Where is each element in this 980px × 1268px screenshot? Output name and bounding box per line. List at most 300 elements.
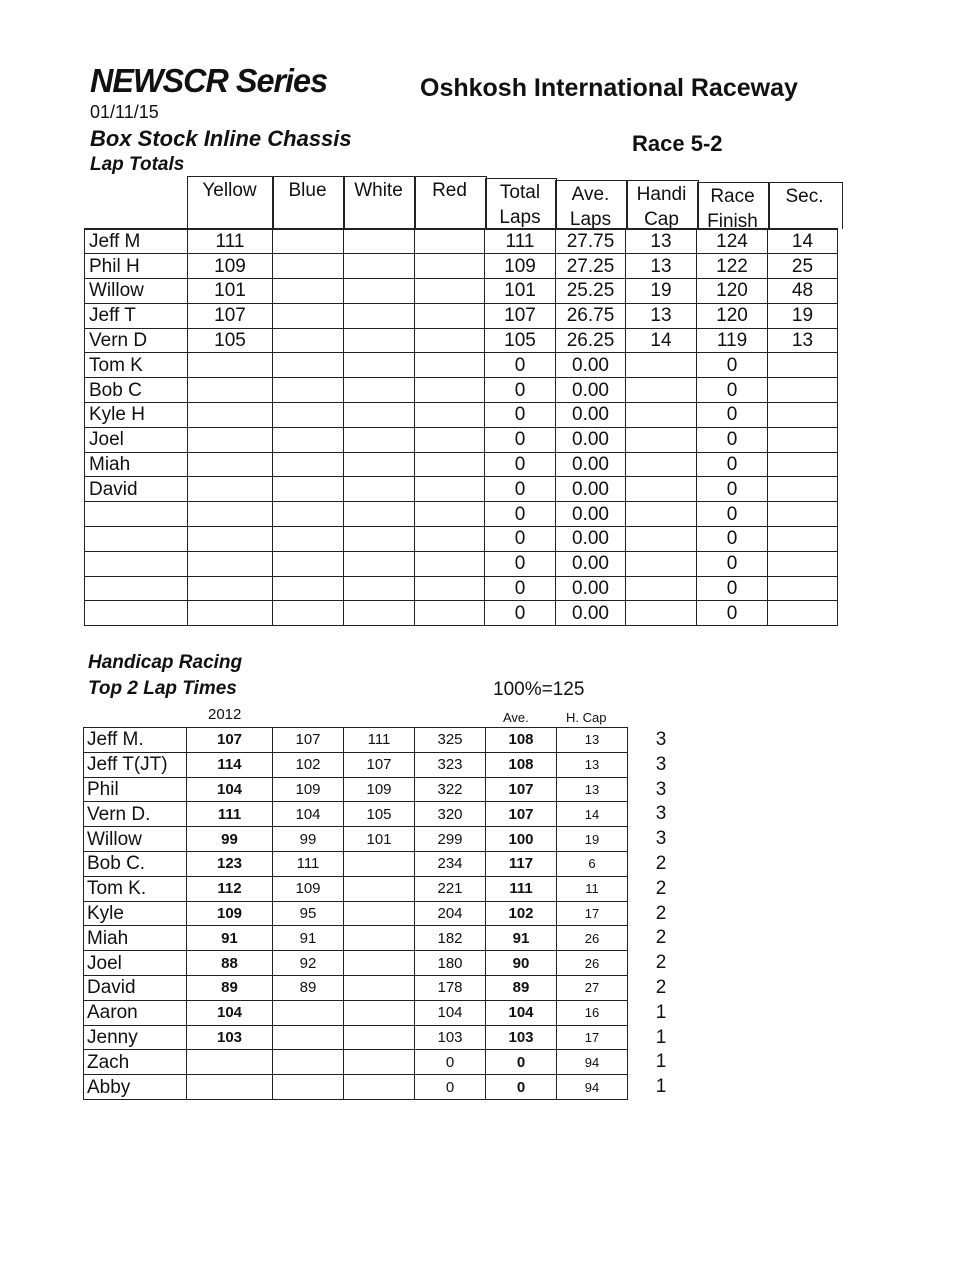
- lap-cell: [273, 551, 344, 576]
- handicap-cell: 111: [187, 802, 273, 827]
- driver-name-cell: Kyle: [84, 901, 187, 926]
- table-row: [85, 303, 838, 328]
- handicap-cell: [344, 876, 415, 901]
- handicap-cell: [187, 1050, 273, 1075]
- lap-cell: 0.00: [556, 378, 626, 403]
- handicap-cell: 27: [557, 975, 628, 1000]
- lap-cell: [273, 427, 344, 452]
- lap-cell: [188, 601, 273, 626]
- lap-cell: 107: [188, 303, 273, 328]
- lap-column-header: Sec.: [785, 186, 824, 207]
- driver-name-cell: Miah: [84, 926, 187, 951]
- driver-name-cell: Tom K.: [84, 876, 187, 901]
- lap-cell: [273, 353, 344, 378]
- table-row: [84, 827, 628, 852]
- handicap-cell: [344, 1025, 415, 1050]
- handicap-cell: 323: [415, 752, 486, 777]
- driver-name-cell: [85, 551, 188, 576]
- lap-column-header: Handi: [636, 184, 687, 205]
- handicap-cell: 102: [486, 901, 557, 926]
- lap-cell: 0.00: [556, 353, 626, 378]
- lap-cell: [344, 279, 415, 304]
- race-count: 2: [655, 877, 667, 899]
- venue-name: Oshkosh International Raceway: [420, 74, 798, 102]
- handicap-cell: 0: [415, 1050, 486, 1075]
- lap-cell: [415, 403, 485, 428]
- table-row: [85, 527, 838, 552]
- driver-name-cell: Bob C.: [84, 851, 187, 876]
- lap-cell: 0: [485, 427, 556, 452]
- lap-cell: 0: [697, 527, 768, 552]
- driver-name-cell: [85, 601, 188, 626]
- lap-cell: [626, 502, 697, 527]
- race-count: 2: [655, 952, 667, 974]
- lap-cell: 0: [697, 502, 768, 527]
- lap-cell: [188, 452, 273, 477]
- lap-cell: 0.00: [556, 551, 626, 576]
- lap-column-header: Cap: [644, 209, 679, 230]
- driver-name-cell: Willow: [84, 827, 187, 852]
- handicap-cell: 92: [273, 951, 344, 976]
- handicap-cell: 89: [486, 975, 557, 1000]
- lap-cell: [626, 576, 697, 601]
- lap-column-header: Finish: [707, 211, 758, 232]
- lap-cell: 14: [626, 328, 697, 353]
- lap-cell: [188, 502, 273, 527]
- lap-cell: [188, 551, 273, 576]
- table-row: [85, 279, 838, 304]
- handicap-cell: 103: [187, 1025, 273, 1050]
- handicap-cell: 178: [415, 975, 486, 1000]
- handicap-cell: 14: [557, 802, 628, 827]
- handicap-cell: 325: [415, 728, 486, 753]
- lap-totals-table: [84, 228, 838, 626]
- driver-name-cell: Joel: [85, 427, 188, 452]
- lap-cell: [273, 279, 344, 304]
- lap-cell: [344, 403, 415, 428]
- lap-cell: 25.25: [556, 279, 626, 304]
- driver-name-cell: Aaron: [84, 1000, 187, 1025]
- lap-cell: [344, 427, 415, 452]
- handicap-cell: [344, 1000, 415, 1025]
- lap-cell: 0.00: [556, 427, 626, 452]
- handicap-cell: 104: [486, 1000, 557, 1025]
- handicap-cell: 105: [344, 802, 415, 827]
- handicap-cell: 320: [415, 802, 486, 827]
- handicap-cell: 19: [557, 827, 628, 852]
- lap-cell: [188, 353, 273, 378]
- lap-cell: [415, 427, 485, 452]
- lap-cell: 0: [485, 452, 556, 477]
- handicap-cell: [344, 975, 415, 1000]
- lap-cell: 0: [485, 576, 556, 601]
- handicap-cell: 101: [344, 827, 415, 852]
- lap-cell: 13: [768, 328, 838, 353]
- handicap-cell: 180: [415, 951, 486, 976]
- race-count: 3: [655, 753, 667, 775]
- lap-cell: [273, 477, 344, 502]
- lap-cell: [768, 353, 838, 378]
- lap-cell: [188, 378, 273, 403]
- lap-cell: [626, 477, 697, 502]
- driver-name-cell: [85, 502, 188, 527]
- lap-cell: 111: [485, 229, 556, 254]
- series-title: NEWSCR Series: [90, 62, 328, 99]
- lap-cell: 107: [485, 303, 556, 328]
- table-row: [85, 378, 838, 403]
- lap-cell: [344, 551, 415, 576]
- handicap-cell: 221: [415, 876, 486, 901]
- lap-cell: [344, 229, 415, 254]
- lap-cell: 0: [485, 601, 556, 626]
- driver-name-cell: Phil H: [85, 254, 188, 279]
- handicap-cell: 13: [557, 728, 628, 753]
- table-row: [84, 752, 628, 777]
- lap-column-header: Race: [710, 186, 755, 207]
- year-label: 2012: [208, 706, 242, 723]
- lap-cell: [273, 452, 344, 477]
- handicap-cell: 104: [273, 802, 344, 827]
- lap-cell: 0: [697, 551, 768, 576]
- handicap-cell: [344, 951, 415, 976]
- handicap-cell: [344, 851, 415, 876]
- lap-cell: 111: [188, 229, 273, 254]
- lap-cell: [626, 601, 697, 626]
- lap-cell: 0: [697, 477, 768, 502]
- handicap-cell: 0: [486, 1075, 557, 1100]
- lap-cell: 109: [485, 254, 556, 279]
- lap-column-header: Blue: [288, 180, 327, 201]
- lap-cell: [273, 576, 344, 601]
- handicap-cell: 17: [557, 901, 628, 926]
- table-row: [84, 1050, 628, 1075]
- lap-cell: 0: [485, 527, 556, 552]
- handicap-cell: 89: [273, 975, 344, 1000]
- driver-name-cell: Jeff T: [85, 303, 188, 328]
- lap-cell: 0: [697, 353, 768, 378]
- lap-cell: 27.75: [556, 229, 626, 254]
- lap-cell: [415, 279, 485, 304]
- driver-name-cell: Tom K: [85, 353, 188, 378]
- handicap-cell: 111: [344, 728, 415, 753]
- lap-cell: [344, 378, 415, 403]
- lap-cell: 25: [768, 254, 838, 279]
- lap-cell: [344, 576, 415, 601]
- lap-cell: [626, 551, 697, 576]
- handicap-cell: 107: [344, 752, 415, 777]
- driver-name-cell: Kyle H: [85, 403, 188, 428]
- table-row: [85, 551, 838, 576]
- lap-cell: 0.00: [556, 477, 626, 502]
- driver-name-cell: [85, 576, 188, 601]
- lap-cell: 19: [626, 279, 697, 304]
- handicap-cell: 91: [273, 926, 344, 951]
- lap-cell: [344, 502, 415, 527]
- driver-name-cell: [85, 527, 188, 552]
- lap-cell: 120: [697, 303, 768, 328]
- driver-name-cell: Joel: [84, 951, 187, 976]
- lap-cell: 119: [697, 328, 768, 353]
- lap-cell: [415, 452, 485, 477]
- table-row: [84, 777, 628, 802]
- handicap-cell: 103: [486, 1025, 557, 1050]
- lap-cell: [273, 303, 344, 328]
- lap-cell: [626, 403, 697, 428]
- race-count: 2: [655, 977, 667, 998]
- lap-cell: [188, 576, 273, 601]
- lap-cell: [344, 303, 415, 328]
- handicap-cell: 104: [187, 777, 273, 802]
- race-count: 2: [655, 927, 667, 949]
- handicap-cell: 109: [344, 777, 415, 802]
- race-count: 1: [655, 1051, 667, 1073]
- handicap-cell: 99: [273, 827, 344, 852]
- handicap-cell: 111: [273, 851, 344, 876]
- handicap-cell: 107: [187, 728, 273, 753]
- table-row: [85, 353, 838, 378]
- race-count: 1: [655, 1001, 667, 1023]
- lap-cell: 13: [626, 303, 697, 328]
- race-count: 3: [655, 803, 667, 825]
- table-row: [84, 901, 628, 926]
- handicap-cell: 299: [415, 827, 486, 852]
- handicap-cell: 91: [486, 926, 557, 951]
- lap-cell: 105: [188, 328, 273, 353]
- handicap-cell: 322: [415, 777, 486, 802]
- table-row: [85, 254, 838, 279]
- lap-cell: [768, 551, 838, 576]
- lap-column-header: Total: [499, 182, 541, 203]
- handicap-cell: 117: [486, 851, 557, 876]
- handicap-cell: 102: [273, 752, 344, 777]
- top-laps-title: Top 2 Lap Times: [88, 678, 237, 699]
- handicap-cell: 109: [273, 876, 344, 901]
- table-row: [85, 477, 838, 502]
- class-name: Box Stock Inline Chassis: [90, 126, 352, 151]
- lap-cell: 0: [697, 378, 768, 403]
- handicap-cell: 11: [557, 876, 628, 901]
- handicap-cell: 182: [415, 926, 486, 951]
- table-row: [84, 802, 628, 827]
- driver-name-cell: Vern D.: [84, 802, 187, 827]
- percent-label: 100%=125: [493, 679, 585, 700]
- driver-name-cell: Zach: [84, 1050, 187, 1075]
- handicap-cell: 17: [557, 1025, 628, 1050]
- driver-name-cell: Vern D: [85, 328, 188, 353]
- driver-name-cell: Bob C: [85, 378, 188, 403]
- lap-cell: [415, 527, 485, 552]
- lap-cell: 0: [485, 502, 556, 527]
- lap-cell: 0.00: [556, 403, 626, 428]
- hcap-column-label: H. Cap: [566, 710, 607, 725]
- handicap-cell: [273, 1025, 344, 1050]
- lap-cell: 0: [697, 452, 768, 477]
- lap-cell: [626, 378, 697, 403]
- lap-cell: [273, 403, 344, 428]
- lap-cell: [415, 502, 485, 527]
- lap-column-header: Ave.: [571, 184, 610, 205]
- lap-cell: [768, 403, 838, 428]
- lap-cell: [188, 477, 273, 502]
- lap-cell: [768, 452, 838, 477]
- lap-cell: [273, 601, 344, 626]
- handicap-cell: [344, 1075, 415, 1100]
- lap-cell: 0: [485, 353, 556, 378]
- handicap-cell: 112: [187, 876, 273, 901]
- handicap-cell: 103: [415, 1025, 486, 1050]
- lap-cell: [415, 378, 485, 403]
- lap-cell: 124: [697, 229, 768, 254]
- lap-cell: 0: [697, 576, 768, 601]
- table-row: [85, 427, 838, 452]
- race-date: 01/11/15: [90, 102, 159, 122]
- driver-name-cell: Jeff M.: [84, 728, 187, 753]
- handicap-cell: 123: [187, 851, 273, 876]
- lap-cell: 27.25: [556, 254, 626, 279]
- handicap-table: [83, 727, 628, 1100]
- table-row: [84, 1000, 628, 1025]
- handicap-cell: 108: [486, 752, 557, 777]
- table-row: [84, 1075, 628, 1100]
- race-number: Race 5-2: [632, 131, 723, 156]
- handicap-cell: 26: [557, 926, 628, 951]
- handicap-cell: [273, 1000, 344, 1025]
- lap-cell: [344, 527, 415, 552]
- lap-cell: [344, 452, 415, 477]
- lap-cell: [188, 403, 273, 428]
- driver-name-cell: David: [84, 975, 187, 1000]
- handicap-cell: 100: [486, 827, 557, 852]
- lap-cell: [273, 254, 344, 279]
- lap-cell: [273, 378, 344, 403]
- lap-cell: 122: [697, 254, 768, 279]
- lap-cell: [768, 378, 838, 403]
- lap-cell: 0.00: [556, 502, 626, 527]
- handicap-cell: 94: [557, 1075, 628, 1100]
- lap-cell: [768, 427, 838, 452]
- lap-cell: [415, 477, 485, 502]
- table-row: [84, 876, 628, 901]
- driver-name-cell: Miah: [85, 452, 188, 477]
- table-row: [85, 601, 838, 626]
- lap-cell: 0.00: [556, 576, 626, 601]
- handicap-cell: 26: [557, 951, 628, 976]
- handicap-cell: 89: [187, 975, 273, 1000]
- lap-cell: 14: [768, 229, 838, 254]
- handicap-cell: [187, 1075, 273, 1100]
- table-row: [85, 403, 838, 428]
- lap-cell: [768, 576, 838, 601]
- lap-cell: [344, 254, 415, 279]
- table-row: [84, 851, 628, 876]
- handicap-cell: 104: [187, 1000, 273, 1025]
- race-count: 1: [655, 1076, 667, 1098]
- driver-name-cell: Jeff T(JT): [84, 752, 187, 777]
- lap-column-header: Laps: [569, 209, 612, 230]
- lap-cell: [344, 477, 415, 502]
- lap-cell: [344, 328, 415, 353]
- lap-cell: [415, 353, 485, 378]
- lap-cell: 0.00: [556, 601, 626, 626]
- lap-cell: 19: [768, 303, 838, 328]
- handicap-cell: 204: [415, 901, 486, 926]
- lap-cell: [768, 502, 838, 527]
- lap-cell: 101: [188, 279, 273, 304]
- race-count: 2: [655, 853, 667, 874]
- handicap-cell: 0: [486, 1050, 557, 1075]
- lap-cell: 0.00: [556, 527, 626, 552]
- lap-cell: 13: [626, 229, 697, 254]
- handicap-cell: 0: [415, 1075, 486, 1100]
- lap-cell: 105: [485, 328, 556, 353]
- table-row: [84, 728, 628, 753]
- handicap-cell: [344, 901, 415, 926]
- table-row: [84, 926, 628, 951]
- table-row: [85, 328, 838, 353]
- race-count: 1: [655, 1026, 667, 1048]
- table-row: [84, 951, 628, 976]
- lap-column-header: White: [354, 180, 403, 201]
- lap-cell: 0: [485, 403, 556, 428]
- table-row: [85, 576, 838, 601]
- lap-column-header: Red: [432, 180, 467, 201]
- lap-cell: [415, 303, 485, 328]
- driver-name-cell: Jeff M: [85, 229, 188, 254]
- lap-cell: 101: [485, 279, 556, 304]
- driver-name-cell: Phil: [84, 777, 187, 802]
- lap-cell: 109: [188, 254, 273, 279]
- lap-cell: [768, 527, 838, 552]
- lap-cell: [273, 328, 344, 353]
- lap-cell: [626, 353, 697, 378]
- handicap-cell: 88: [187, 951, 273, 976]
- lap-cell: [415, 601, 485, 626]
- handicap-cell: 99: [187, 827, 273, 852]
- table-row: [85, 229, 838, 254]
- handicap-cell: 111: [486, 876, 557, 901]
- handicap-cell: 90: [486, 951, 557, 976]
- table-row: [85, 502, 838, 527]
- lap-cell: [273, 502, 344, 527]
- lap-cell: [188, 427, 273, 452]
- handicap-cell: 16: [557, 1000, 628, 1025]
- lap-cell: [188, 527, 273, 552]
- driver-name-cell: David: [85, 477, 188, 502]
- handicap-cell: 94: [557, 1050, 628, 1075]
- handicap-cell: [344, 926, 415, 951]
- lap-cell: 0: [697, 403, 768, 428]
- lap-cell: 0.00: [556, 452, 626, 477]
- lap-cell: [344, 353, 415, 378]
- lap-cell: 0: [485, 378, 556, 403]
- lap-cell: [415, 328, 485, 353]
- driver-name-cell: Abby: [84, 1075, 187, 1100]
- table-row: [85, 452, 838, 477]
- lap-cell: 120: [697, 279, 768, 304]
- race-count: 3: [655, 729, 667, 750]
- handicap-title: Handicap Racing: [88, 652, 243, 673]
- lap-cell: 0: [485, 477, 556, 502]
- lap-cell: 26.75: [556, 303, 626, 328]
- driver-name-cell: Willow: [85, 279, 188, 304]
- lap-cell: [415, 576, 485, 601]
- driver-name-cell: Jenny: [84, 1025, 187, 1050]
- lap-cell: [415, 551, 485, 576]
- lap-cell: [626, 427, 697, 452]
- lap-cell: [626, 452, 697, 477]
- handicap-cell: 107: [486, 777, 557, 802]
- handicap-cell: [273, 1075, 344, 1100]
